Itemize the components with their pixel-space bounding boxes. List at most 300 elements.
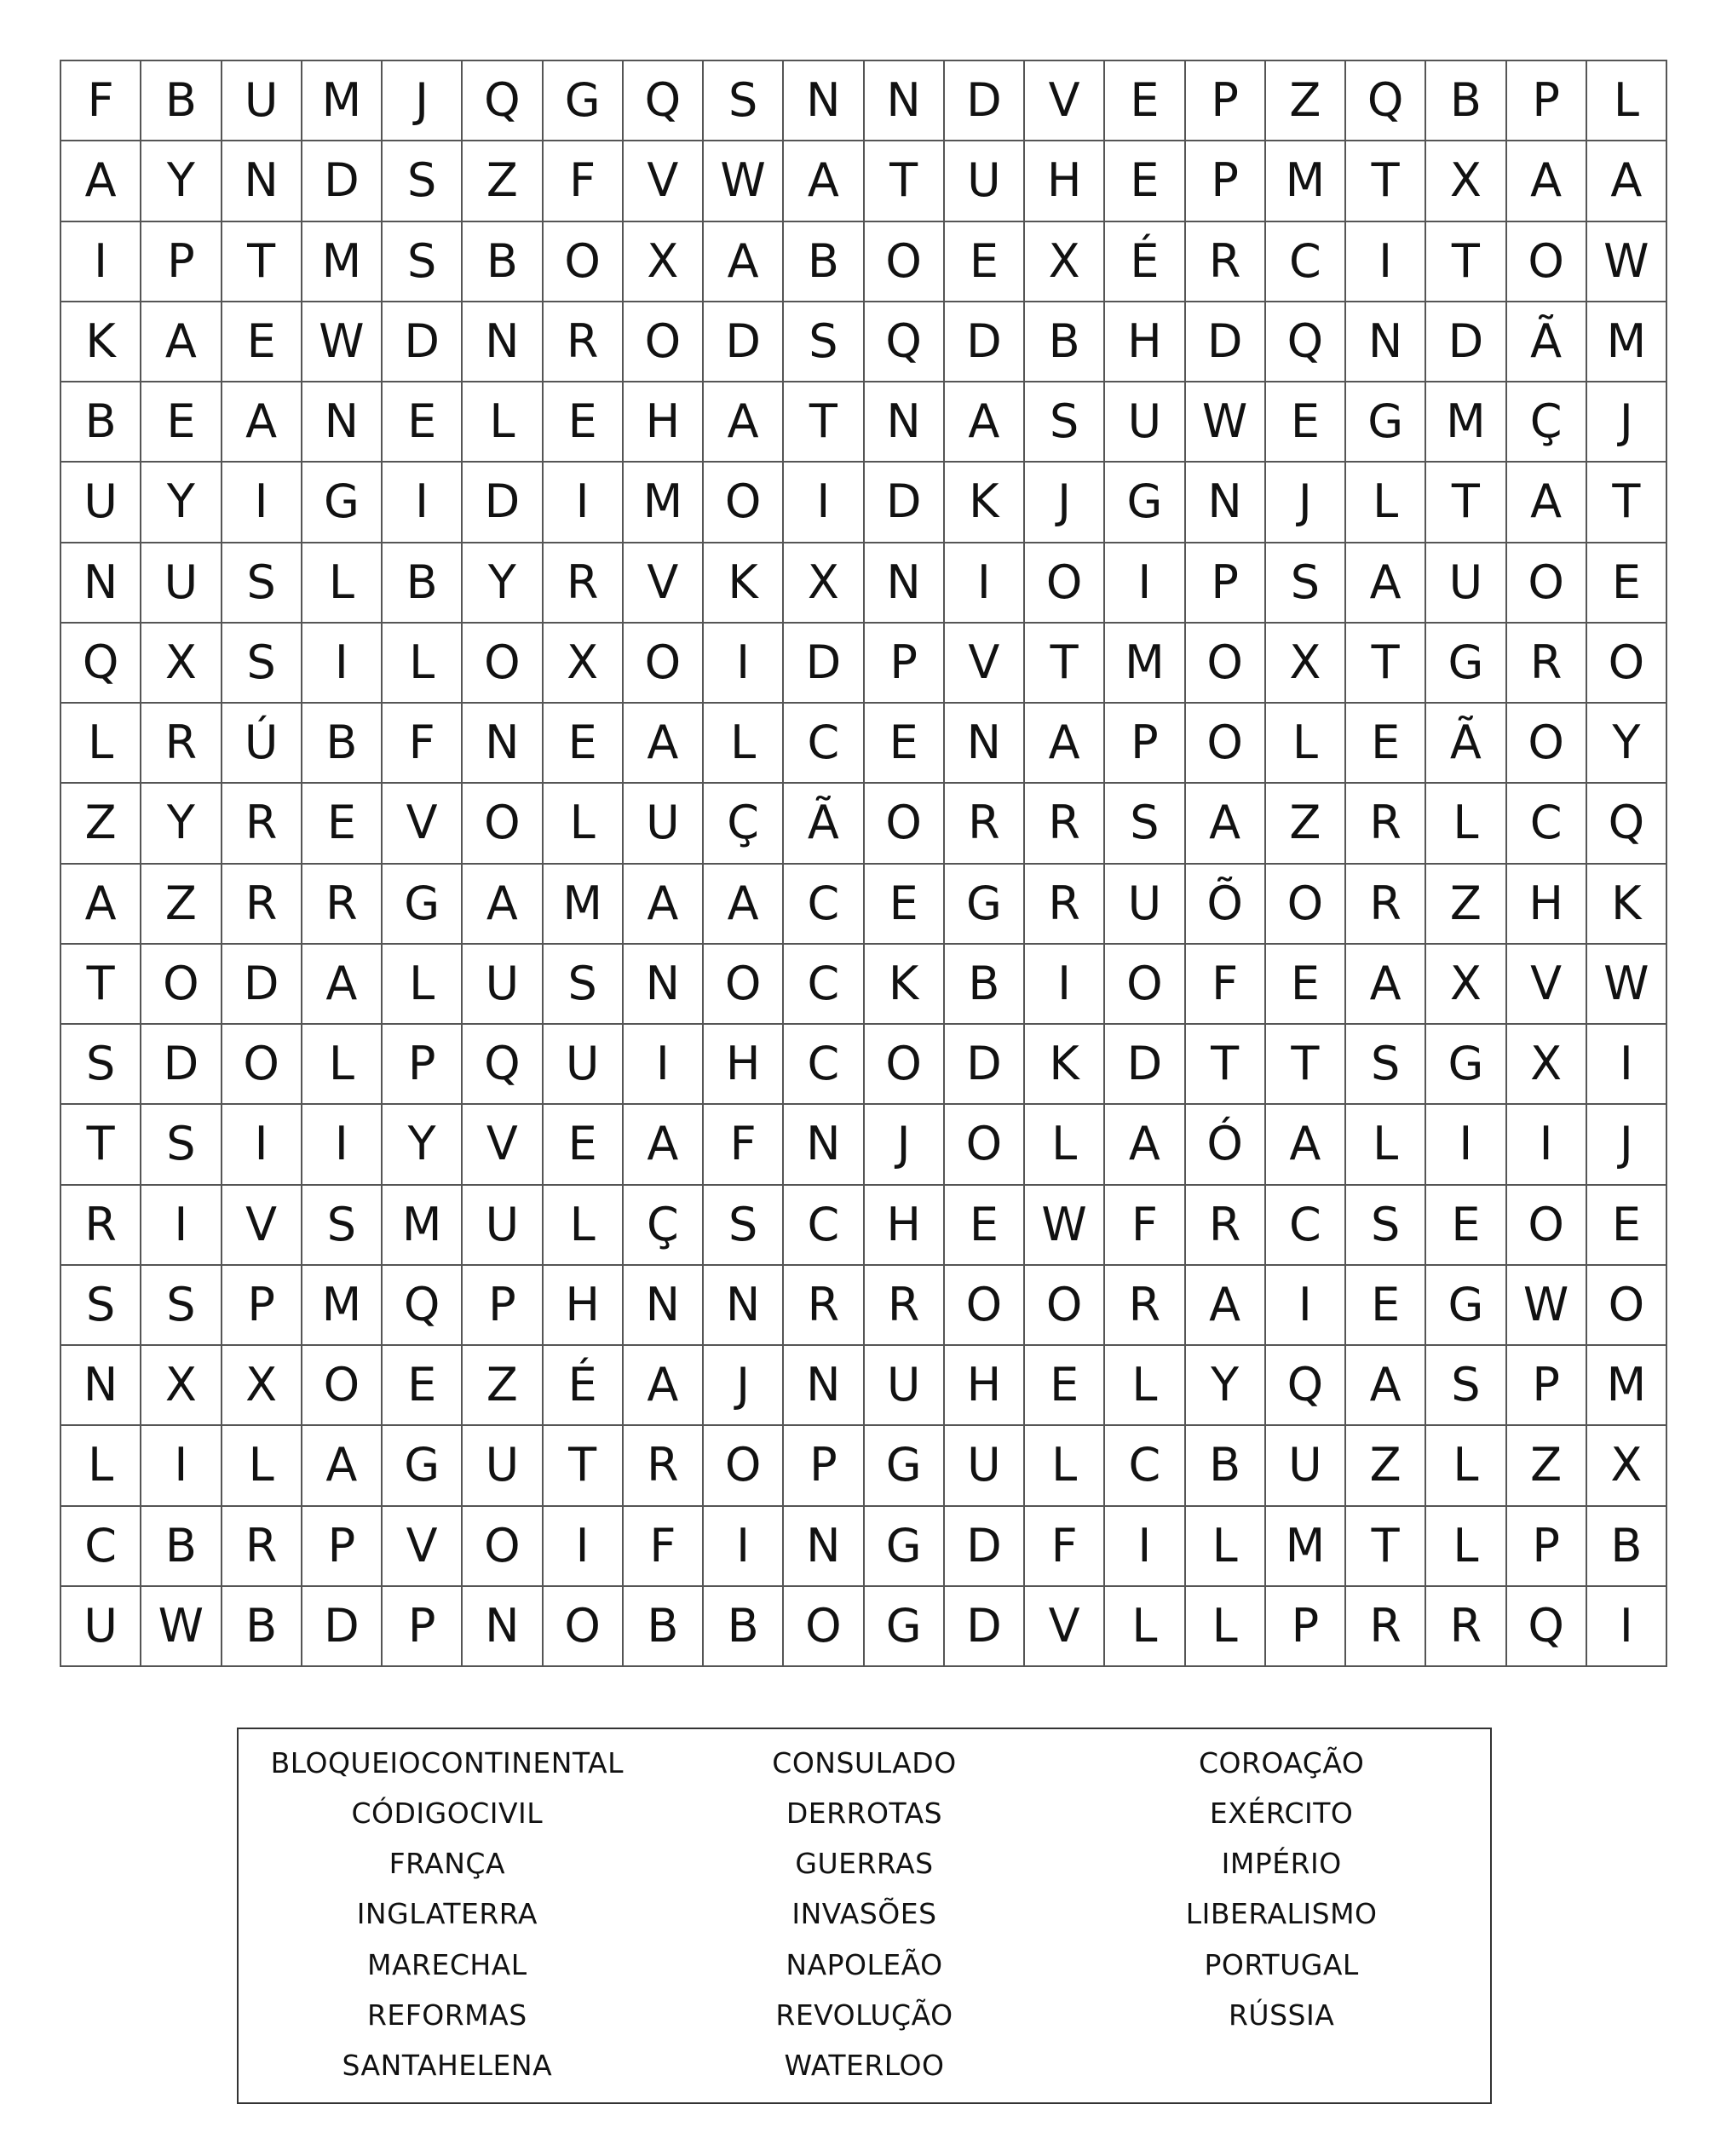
grid-cell[interactable]: D [141, 1025, 222, 1105]
grid-cell[interactable]: R [624, 1426, 704, 1506]
grid-cell[interactable]: S [544, 945, 624, 1025]
grid-cell[interactable]: A [704, 222, 784, 302]
grid-cell[interactable]: R [945, 784, 1025, 864]
grid-cell[interactable]: O [1507, 704, 1587, 784]
grid-cell[interactable]: T [61, 1105, 141, 1185]
grid-cell[interactable]: P [383, 1025, 463, 1105]
grid-cell[interactable]: R [1025, 865, 1105, 945]
grid-cell[interactable]: M [1587, 302, 1667, 382]
grid-cell[interactable]: O [1186, 704, 1266, 784]
grid-cell[interactable]: X [222, 1346, 302, 1426]
grid-cell[interactable]: B [222, 1587, 302, 1667]
grid-cell[interactable]: X [544, 624, 624, 704]
grid-cell[interactable]: I [383, 463, 463, 543]
grid-cell[interactable]: S [383, 141, 463, 221]
grid-cell[interactable]: R [1186, 1186, 1266, 1266]
grid-cell[interactable]: U [463, 1186, 543, 1266]
grid-cell[interactable]: F [1025, 1507, 1105, 1587]
grid-cell[interactable]: R [141, 704, 222, 784]
grid-cell[interactable]: Z [1346, 1426, 1426, 1506]
grid-cell[interactable]: J [1587, 1105, 1667, 1185]
grid-cell[interactable]: A [61, 141, 141, 221]
grid-cell[interactable]: Y [463, 543, 543, 624]
grid-cell[interactable]: I [624, 1025, 704, 1105]
grid-cell[interactable]: A [222, 382, 302, 463]
grid-cell[interactable]: L [1346, 463, 1426, 543]
grid-cell[interactable]: N [784, 61, 864, 141]
grid-cell[interactable]: S [61, 1025, 141, 1105]
grid-cell[interactable]: U [624, 784, 704, 864]
grid-cell[interactable]: N [784, 1346, 864, 1426]
grid-cell[interactable]: O [1266, 865, 1346, 945]
grid-cell[interactable]: M [302, 1266, 383, 1346]
grid-cell[interactable]: R [302, 865, 383, 945]
grid-cell[interactable]: N [624, 1266, 704, 1346]
grid-cell[interactable]: R [1105, 1266, 1185, 1346]
grid-cell[interactable]: L [383, 945, 463, 1025]
grid-cell[interactable]: Ç [1507, 382, 1587, 463]
grid-cell[interactable]: I [1266, 1266, 1346, 1346]
grid-cell[interactable]: E [1105, 61, 1185, 141]
grid-cell[interactable]: Ã [1426, 704, 1506, 784]
grid-cell[interactable]: Q [1266, 1346, 1346, 1426]
grid-cell[interactable]: D [1186, 302, 1266, 382]
grid-cell[interactable]: O [141, 945, 222, 1025]
grid-cell[interactable]: U [463, 945, 543, 1025]
grid-cell[interactable]: S [1346, 1025, 1426, 1105]
grid-cell[interactable]: N [1346, 302, 1426, 382]
grid-cell[interactable]: I [222, 1105, 302, 1185]
grid-cell[interactable]: A [141, 302, 222, 382]
grid-cell[interactable]: D [222, 945, 302, 1025]
grid-cell[interactable]: T [1426, 463, 1506, 543]
grid-cell[interactable]: B [1587, 1507, 1667, 1587]
grid-cell[interactable]: W [704, 141, 784, 221]
grid-cell[interactable]: L [61, 1426, 141, 1506]
grid-cell[interactable]: R [544, 302, 624, 382]
grid-cell[interactable]: R [865, 1266, 945, 1346]
grid-cell[interactable]: F [61, 61, 141, 141]
grid-cell[interactable]: P [865, 624, 945, 704]
grid-cell[interactable]: N [865, 382, 945, 463]
grid-cell[interactable]: E [1346, 704, 1426, 784]
grid-cell[interactable]: U [945, 141, 1025, 221]
grid-cell[interactable]: Y [383, 1105, 463, 1185]
grid-cell[interactable]: X [1426, 945, 1506, 1025]
grid-cell[interactable]: A [302, 1426, 383, 1506]
grid-cell[interactable]: I [1426, 1105, 1506, 1185]
grid-cell[interactable]: N [865, 543, 945, 624]
grid-cell[interactable]: R [1186, 222, 1266, 302]
grid-cell[interactable]: U [141, 543, 222, 624]
grid-cell[interactable]: W [1587, 945, 1667, 1025]
grid-cell[interactable]: O [1186, 624, 1266, 704]
grid-cell[interactable]: K [1587, 865, 1667, 945]
grid-cell[interactable]: Q [383, 1266, 463, 1346]
grid-cell[interactable]: G [865, 1587, 945, 1667]
grid-cell[interactable]: M [1587, 1346, 1667, 1426]
grid-cell[interactable]: H [865, 1186, 945, 1266]
grid-cell[interactable]: I [784, 463, 864, 543]
grid-cell[interactable]: D [945, 302, 1025, 382]
grid-cell[interactable]: O [1025, 543, 1105, 624]
grid-cell[interactable]: U [61, 1587, 141, 1667]
grid-cell[interactable]: B [1426, 61, 1506, 141]
grid-cell[interactable]: G [383, 865, 463, 945]
grid-cell[interactable]: L [222, 1426, 302, 1506]
grid-cell[interactable]: Q [624, 61, 704, 141]
grid-cell[interactable]: B [141, 61, 222, 141]
grid-cell[interactable]: L [1426, 784, 1506, 864]
grid-cell[interactable]: I [544, 463, 624, 543]
grid-cell[interactable]: E [945, 222, 1025, 302]
grid-cell[interactable]: N [784, 1507, 864, 1587]
grid-cell[interactable]: H [624, 382, 704, 463]
grid-cell[interactable]: H [945, 1346, 1025, 1426]
grid-cell[interactable]: B [61, 382, 141, 463]
grid-cell[interactable]: P [302, 1507, 383, 1587]
grid-cell[interactable]: V [222, 1186, 302, 1266]
grid-cell[interactable]: V [1025, 1587, 1105, 1667]
grid-cell[interactable]: Z [1266, 61, 1346, 141]
grid-cell[interactable]: P [1266, 1587, 1346, 1667]
grid-cell[interactable]: Q [463, 61, 543, 141]
grid-cell[interactable]: O [865, 784, 945, 864]
grid-cell[interactable]: S [302, 1186, 383, 1266]
grid-cell[interactable]: V [945, 624, 1025, 704]
grid-cell[interactable]: R [1025, 784, 1105, 864]
grid-cell[interactable]: Z [463, 1346, 543, 1426]
grid-cell[interactable]: Ã [784, 784, 864, 864]
grid-cell[interactable]: D [945, 1025, 1025, 1105]
grid-cell[interactable]: G [1426, 1025, 1506, 1105]
grid-cell[interactable]: O [1507, 543, 1587, 624]
grid-cell[interactable]: P [463, 1266, 543, 1346]
grid-cell[interactable]: B [945, 945, 1025, 1025]
grid-cell[interactable]: C [784, 704, 864, 784]
grid-cell[interactable]: D [302, 141, 383, 221]
grid-cell[interactable]: D [1105, 1025, 1185, 1105]
grid-cell[interactable]: E [544, 1105, 624, 1185]
grid-cell[interactable]: R [544, 543, 624, 624]
grid-cell[interactable]: I [141, 1186, 222, 1266]
grid-cell[interactable]: B [784, 222, 864, 302]
grid-cell[interactable]: O [463, 624, 543, 704]
grid-cell[interactable]: T [544, 1426, 624, 1506]
grid-cell[interactable]: M [302, 61, 383, 141]
grid-cell[interactable]: U [61, 463, 141, 543]
grid-cell[interactable]: E [1266, 945, 1346, 1025]
grid-cell[interactable]: Z [1426, 865, 1506, 945]
grid-cell[interactable]: O [704, 945, 784, 1025]
grid-cell[interactable]: I [1507, 1105, 1587, 1185]
grid-cell[interactable]: X [141, 1346, 222, 1426]
grid-cell[interactable]: X [1266, 624, 1346, 704]
grid-cell[interactable]: Ç [624, 1186, 704, 1266]
grid-cell[interactable]: C [1266, 1186, 1346, 1266]
grid-cell[interactable]: I [302, 624, 383, 704]
grid-cell[interactable]: E [383, 382, 463, 463]
grid-cell[interactable]: N [945, 704, 1025, 784]
grid-cell[interactable]: U [463, 1426, 543, 1506]
grid-cell[interactable]: L [61, 704, 141, 784]
grid-cell[interactable]: N [61, 1346, 141, 1426]
grid-cell[interactable]: D [945, 61, 1025, 141]
grid-cell[interactable]: E [141, 382, 222, 463]
grid-cell[interactable]: Q [1266, 302, 1346, 382]
grid-cell[interactable]: L [1025, 1426, 1105, 1506]
grid-cell[interactable]: J [1587, 382, 1667, 463]
grid-cell[interactable]: L [1025, 1105, 1105, 1185]
grid-cell[interactable]: I [704, 1507, 784, 1587]
grid-cell[interactable]: R [1346, 1587, 1426, 1667]
grid-cell[interactable]: B [624, 1587, 704, 1667]
grid-cell[interactable]: O [784, 1587, 864, 1667]
grid-cell[interactable]: N [704, 1266, 784, 1346]
grid-cell[interactable]: E [544, 704, 624, 784]
grid-cell[interactable]: G [945, 865, 1025, 945]
grid-cell[interactable]: L [1426, 1426, 1506, 1506]
grid-cell[interactable]: D [945, 1587, 1025, 1667]
grid-cell[interactable]: M [383, 1186, 463, 1266]
grid-cell[interactable]: P [141, 222, 222, 302]
grid-cell[interactable]: X [1426, 141, 1506, 221]
grid-cell[interactable]: W [302, 302, 383, 382]
grid-cell[interactable]: S [222, 543, 302, 624]
grid-cell[interactable]: L [1105, 1587, 1185, 1667]
grid-cell[interactable]: A [704, 382, 784, 463]
grid-cell[interactable]: A [463, 865, 543, 945]
grid-cell[interactable]: C [61, 1507, 141, 1587]
grid-cell[interactable]: Y [141, 141, 222, 221]
grid-cell[interactable]: H [1507, 865, 1587, 945]
grid-cell[interactable]: I [61, 222, 141, 302]
grid-cell[interactable]: H [544, 1266, 624, 1346]
grid-cell[interactable]: E [1426, 1186, 1506, 1266]
grid-cell[interactable]: L [1587, 61, 1667, 141]
grid-cell[interactable]: U [1105, 382, 1185, 463]
grid-cell[interactable]: M [1426, 382, 1506, 463]
grid-cell[interactable]: A [1186, 784, 1266, 864]
grid-cell[interactable]: X [624, 222, 704, 302]
grid-cell[interactable]: L [544, 1186, 624, 1266]
grid-cell[interactable]: S [1266, 543, 1346, 624]
grid-cell[interactable]: U [1426, 543, 1506, 624]
grid-cell[interactable]: K [945, 463, 1025, 543]
grid-cell[interactable]: P [1507, 61, 1587, 141]
grid-cell[interactable]: L [1186, 1587, 1266, 1667]
grid-cell[interactable]: I [544, 1507, 624, 1587]
grid-cell[interactable]: O [544, 222, 624, 302]
grid-cell[interactable]: I [1346, 222, 1426, 302]
grid-cell[interactable]: Y [1587, 704, 1667, 784]
grid-cell[interactable]: A [624, 865, 704, 945]
grid-cell[interactable]: L [383, 624, 463, 704]
grid-cell[interactable]: S [141, 1266, 222, 1346]
grid-cell[interactable]: R [1507, 624, 1587, 704]
grid-cell[interactable]: W [1025, 1186, 1105, 1266]
grid-cell[interactable]: Ú [222, 704, 302, 784]
grid-cell[interactable]: W [1507, 1266, 1587, 1346]
grid-cell[interactable]: F [1105, 1186, 1185, 1266]
grid-cell[interactable]: R [61, 1186, 141, 1266]
grid-cell[interactable]: Z [61, 784, 141, 864]
grid-cell[interactable]: C [1105, 1426, 1185, 1506]
grid-cell[interactable]: U [222, 61, 302, 141]
grid-cell[interactable]: N [865, 61, 945, 141]
grid-cell[interactable]: T [1266, 1025, 1346, 1105]
grid-cell[interactable]: L [302, 1025, 383, 1105]
grid-cell[interactable]: X [1587, 1426, 1667, 1506]
grid-cell[interactable]: C [1266, 222, 1346, 302]
grid-cell[interactable]: F [1186, 945, 1266, 1025]
grid-cell[interactable]: E [1025, 1346, 1105, 1426]
grid-cell[interactable]: A [1346, 543, 1426, 624]
grid-cell[interactable]: G [302, 463, 383, 543]
grid-cell[interactable]: O [624, 302, 704, 382]
grid-cell[interactable]: U [544, 1025, 624, 1105]
grid-cell[interactable]: K [865, 945, 945, 1025]
grid-cell[interactable]: M [302, 222, 383, 302]
grid-cell[interactable]: E [1587, 543, 1667, 624]
grid-cell[interactable]: D [945, 1507, 1025, 1587]
grid-cell[interactable]: R [1346, 865, 1426, 945]
grid-cell[interactable]: A [624, 1105, 704, 1185]
grid-cell[interactable]: N [624, 945, 704, 1025]
grid-cell[interactable]: X [1025, 222, 1105, 302]
grid-cell[interactable]: B [1025, 302, 1105, 382]
grid-cell[interactable]: E [865, 704, 945, 784]
grid-cell[interactable]: X [784, 543, 864, 624]
grid-cell[interactable]: S [141, 1105, 222, 1185]
grid-cell[interactable]: G [1346, 382, 1426, 463]
grid-cell[interactable]: G [383, 1426, 463, 1506]
grid-cell[interactable]: G [865, 1507, 945, 1587]
grid-cell[interactable]: Q [61, 624, 141, 704]
grid-cell[interactable]: G [1426, 1266, 1506, 1346]
grid-cell[interactable]: O [1587, 624, 1667, 704]
grid-cell[interactable]: S [704, 1186, 784, 1266]
grid-cell[interactable]: O [1507, 222, 1587, 302]
grid-cell[interactable]: Q [463, 1025, 543, 1105]
grid-cell[interactable]: N [61, 543, 141, 624]
grid-cell[interactable]: J [865, 1105, 945, 1185]
grid-cell[interactable]: Ó [1186, 1105, 1266, 1185]
grid-cell[interactable]: P [1186, 61, 1266, 141]
grid-cell[interactable]: E [1266, 382, 1346, 463]
grid-cell[interactable]: L [544, 784, 624, 864]
grid-cell[interactable]: S [61, 1266, 141, 1346]
grid-cell[interactable]: D [704, 302, 784, 382]
grid-cell[interactable]: L [1186, 1507, 1266, 1587]
grid-cell[interactable]: F [624, 1507, 704, 1587]
grid-cell[interactable]: Õ [1186, 865, 1266, 945]
grid-cell[interactable]: T [222, 222, 302, 302]
grid-cell[interactable]: B [302, 704, 383, 784]
grid-cell[interactable]: J [1025, 463, 1105, 543]
grid-cell[interactable]: Q [1346, 61, 1426, 141]
grid-cell[interactable]: M [1266, 141, 1346, 221]
grid-cell[interactable]: U [1266, 1426, 1346, 1506]
grid-cell[interactable]: Z [1266, 784, 1346, 864]
grid-cell[interactable]: W [1587, 222, 1667, 302]
grid-cell[interactable]: R [222, 784, 302, 864]
grid-cell[interactable]: M [1266, 1507, 1346, 1587]
grid-cell[interactable]: G [1426, 624, 1506, 704]
grid-cell[interactable]: M [1105, 624, 1185, 704]
grid-cell[interactable]: V [383, 1507, 463, 1587]
grid-cell[interactable]: V [463, 1105, 543, 1185]
grid-cell[interactable]: L [1426, 1507, 1506, 1587]
grid-cell[interactable]: P [1507, 1346, 1587, 1426]
grid-cell[interactable]: D [784, 624, 864, 704]
grid-cell[interactable]: B [704, 1587, 784, 1667]
grid-cell[interactable]: N [1186, 463, 1266, 543]
grid-cell[interactable]: D [1426, 302, 1506, 382]
grid-cell[interactable]: O [1105, 945, 1185, 1025]
grid-cell[interactable]: A [1587, 141, 1667, 221]
grid-cell[interactable]: Y [141, 463, 222, 543]
grid-cell[interactable]: S [704, 61, 784, 141]
grid-cell[interactable]: P [1186, 543, 1266, 624]
grid-cell[interactable]: A [1266, 1105, 1346, 1185]
grid-cell[interactable]: R [1426, 1587, 1506, 1667]
grid-cell[interactable]: O [945, 1105, 1025, 1185]
grid-cell[interactable]: O [865, 222, 945, 302]
grid-cell[interactable]: J [383, 61, 463, 141]
grid-cell[interactable]: N [463, 704, 543, 784]
grid-cell[interactable]: P [1507, 1507, 1587, 1587]
grid-cell[interactable]: N [784, 1105, 864, 1185]
grid-cell[interactable]: A [784, 141, 864, 221]
grid-cell[interactable]: Z [463, 141, 543, 221]
grid-cell[interactable]: C [784, 865, 864, 945]
grid-cell[interactable]: H [704, 1025, 784, 1105]
grid-cell[interactable]: R [222, 1507, 302, 1587]
grid-cell[interactable]: O [1507, 1186, 1587, 1266]
grid-cell[interactable]: A [1105, 1105, 1185, 1185]
grid-cell[interactable]: I [1025, 945, 1105, 1025]
grid-cell[interactable]: N [463, 1587, 543, 1667]
grid-cell[interactable]: G [1105, 463, 1185, 543]
grid-cell[interactable]: H [1105, 302, 1185, 382]
grid-cell[interactable]: U [945, 1426, 1025, 1506]
grid-cell[interactable]: V [1025, 61, 1105, 141]
grid-cell[interactable]: D [865, 463, 945, 543]
grid-cell[interactable]: L [704, 704, 784, 784]
grid-cell[interactable]: V [383, 784, 463, 864]
grid-cell[interactable]: T [1587, 463, 1667, 543]
grid-cell[interactable]: W [1186, 382, 1266, 463]
grid-cell[interactable]: E [865, 865, 945, 945]
grid-cell[interactable]: V [624, 543, 704, 624]
grid-cell[interactable]: Q [1507, 1587, 1587, 1667]
grid-cell[interactable]: Y [141, 784, 222, 864]
grid-cell[interactable]: P [1105, 704, 1185, 784]
grid-cell[interactable]: B [383, 543, 463, 624]
grid-cell[interactable]: O [704, 1426, 784, 1506]
grid-cell[interactable]: C [784, 945, 864, 1025]
grid-cell[interactable]: Z [1507, 1426, 1587, 1506]
grid-cell[interactable]: A [1346, 945, 1426, 1025]
grid-cell[interactable]: O [945, 1266, 1025, 1346]
grid-cell[interactable]: U [865, 1346, 945, 1426]
grid-cell[interactable]: A [1186, 1266, 1266, 1346]
grid-cell[interactable]: E [222, 302, 302, 382]
grid-cell[interactable]: M [624, 463, 704, 543]
grid-cell[interactable]: P [383, 1587, 463, 1667]
grid-cell[interactable]: L [1346, 1105, 1426, 1185]
